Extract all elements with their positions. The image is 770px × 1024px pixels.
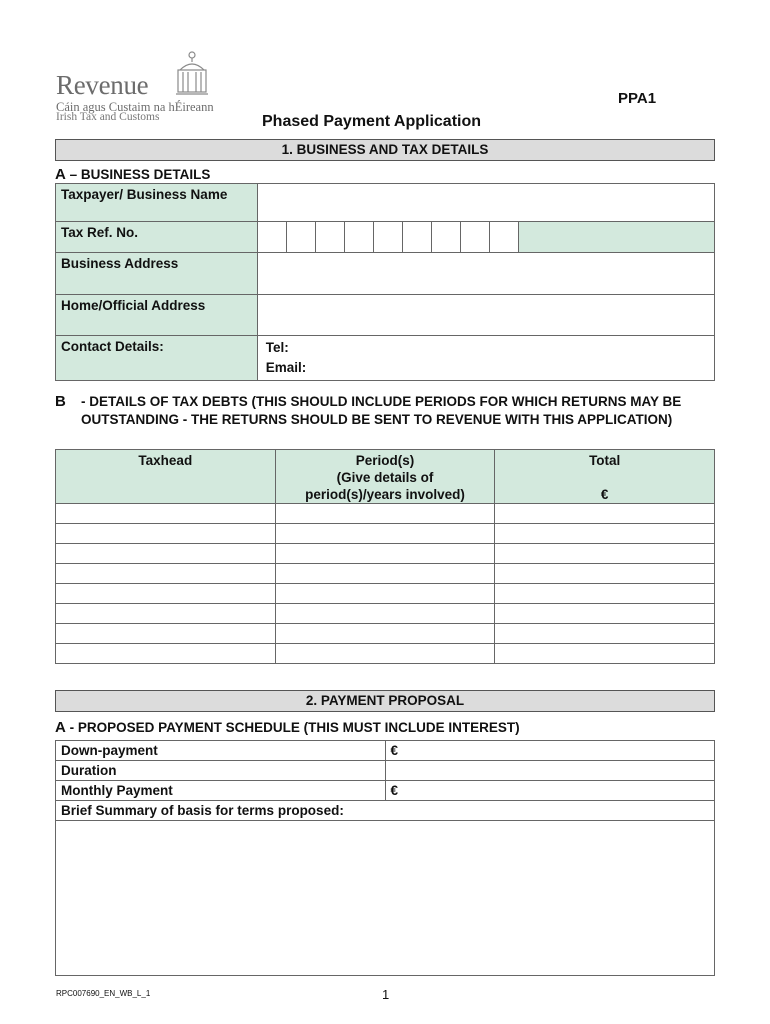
- summary-label: Brief Summary of basis for terms proposed:: [56, 801, 715, 821]
- page-number: 1: [382, 987, 390, 1002]
- table-row: [56, 544, 715, 564]
- tax-ref-box[interactable]: [403, 222, 432, 252]
- total-cell[interactable]: [495, 564, 715, 584]
- taxhead-cell[interactable]: [56, 584, 276, 604]
- email-label: Email:: [265, 360, 307, 375]
- business-address-field[interactable]: [257, 253, 714, 295]
- period-cell[interactable]: [275, 524, 495, 544]
- monthly-payment-label: Monthly Payment: [56, 781, 386, 801]
- revenue-wordmark: Revenue: [56, 70, 149, 100]
- tax-ref-box[interactable]: [490, 222, 519, 252]
- section-1-banner: 1. BUSINESS AND TAX DETAILS: [55, 139, 715, 161]
- home-address-field[interactable]: [257, 295, 714, 336]
- period-cell[interactable]: [275, 544, 495, 564]
- taxhead-header-text: Taxhead: [138, 453, 193, 468]
- taxhead-cell[interactable]: [56, 624, 276, 644]
- tax-ref-box[interactable]: [432, 222, 461, 252]
- period-header-line: period(s)/years involved): [305, 487, 465, 502]
- contact-details-label: Contact Details:: [56, 336, 258, 381]
- taxhead-cell[interactable]: [56, 504, 276, 524]
- taxhead-cell[interactable]: [56, 604, 276, 624]
- tel-label: Tel:: [265, 340, 289, 355]
- period-cell[interactable]: [275, 504, 495, 524]
- tax-ref-box[interactable]: [374, 222, 403, 252]
- table-row: [56, 644, 715, 664]
- section-heading-text: - DETAILS OF TAX DEBTS (THIS SHOULD INCLUDE PERIODS FOR WHICH RETURNS MAY BE OUTSTANDING - THE RETURNS SHOULD BE SENT TO REVENUE WITH THIS APPLICATION): [81, 394, 682, 427]
- section-2-banner: 2. PAYMENT PROPOSAL: [55, 690, 715, 712]
- tax-ref-label: Tax Ref. No.: [56, 222, 258, 253]
- customs-house-logo-icon: [174, 50, 210, 96]
- tax-ref-box[interactable]: [316, 222, 345, 252]
- period-cell[interactable]: [275, 584, 495, 604]
- duration-label: Duration: [56, 761, 386, 781]
- section-letter: A: [55, 719, 66, 736]
- taxpayer-name-field[interactable]: [257, 184, 714, 222]
- payment-schedule-table: [55, 740, 715, 976]
- taxhead-cell[interactable]: [56, 644, 276, 664]
- summary-field[interactable]: [56, 821, 715, 976]
- table-row: [56, 624, 715, 644]
- business-details-table: [55, 183, 715, 381]
- taxhead-cell[interactable]: [56, 564, 276, 584]
- tax-ref-box[interactable]: [461, 222, 490, 252]
- page-title: Phased Payment Application: [262, 113, 482, 130]
- table-row: [56, 584, 715, 604]
- total-cell[interactable]: [495, 644, 715, 664]
- table-row: [56, 504, 715, 524]
- euro-symbol: €: [600, 487, 609, 502]
- total-cell[interactable]: [495, 584, 715, 604]
- table-row: [56, 564, 715, 584]
- period-header-line: Period(s): [355, 453, 415, 468]
- period-cell[interactable]: [275, 624, 495, 644]
- total-cell[interactable]: [495, 544, 715, 564]
- tax-ref-box[interactable]: [258, 222, 287, 252]
- tax-debts-heading: [55, 393, 720, 429]
- total-cell[interactable]: [495, 624, 715, 644]
- taxhead-cell[interactable]: [56, 524, 276, 544]
- total-cell[interactable]: [495, 504, 715, 524]
- logo-english-tagline: Irish Tax and Customs: [56, 111, 160, 123]
- tax-debts-table: [55, 449, 715, 664]
- tax-ref-box[interactable]: [287, 222, 316, 252]
- period-cell[interactable]: [275, 644, 495, 664]
- tax-ref-field[interactable]: [257, 222, 714, 253]
- period-header: [275, 450, 495, 504]
- section-heading-text: – BUSINESS DETAILS: [69, 167, 211, 182]
- tax-ref-box[interactable]: [345, 222, 374, 252]
- business-details-heading: [55, 166, 210, 183]
- total-header-text: Total: [589, 453, 621, 468]
- payment-schedule-heading: [55, 719, 520, 736]
- down-payment-label: Down-payment: [56, 741, 386, 761]
- taxpayer-label: Taxpayer/ Business Name: [56, 184, 258, 222]
- logo-irish-tagline: Cáin agus Custaim na hÉireann: [56, 100, 214, 114]
- business-address-label: Business Address: [56, 253, 258, 295]
- total-header: [495, 450, 715, 504]
- total-cell[interactable]: [495, 604, 715, 624]
- table-row: [56, 524, 715, 544]
- form-code: PPA1: [618, 90, 657, 107]
- contact-details-field[interactable]: [257, 336, 714, 381]
- total-cell[interactable]: [495, 524, 715, 544]
- euro-symbol: €: [390, 743, 399, 758]
- tax-ref-shaded-area: [519, 222, 714, 252]
- taxhead-header: [56, 450, 276, 504]
- taxhead-cell[interactable]: [56, 544, 276, 564]
- section-heading-text: - PROPOSED PAYMENT SCHEDULE (THIS MUST INCLUDE INTEREST): [69, 720, 520, 735]
- table-row: [56, 604, 715, 624]
- down-payment-field[interactable]: [385, 741, 714, 761]
- duration-field[interactable]: [385, 761, 714, 781]
- monthly-payment-field[interactable]: [385, 781, 714, 801]
- home-address-label: Home/Official Address: [56, 295, 258, 336]
- section-letter: B: [55, 393, 66, 410]
- footer-form-code: RPC007690_EN_WB_L_1: [56, 989, 151, 998]
- period-cell[interactable]: [275, 604, 495, 624]
- section-letter: A: [55, 166, 66, 183]
- euro-symbol: €: [390, 783, 399, 798]
- tax-ref-boxes: [258, 222, 714, 252]
- period-header-line: (Give details of: [336, 470, 434, 485]
- period-cell[interactable]: [275, 564, 495, 584]
